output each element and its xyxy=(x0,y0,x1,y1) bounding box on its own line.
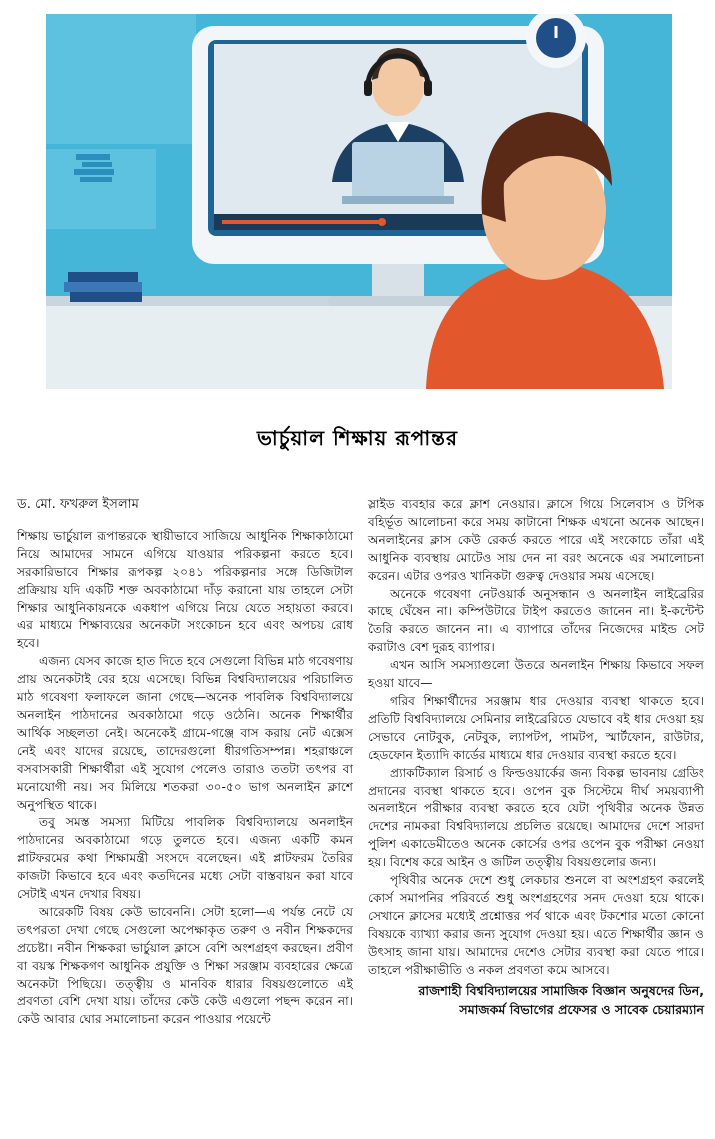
headline: ভার্চুয়াল শিক্ষায় রূপান্তর xyxy=(257,426,458,450)
paragraph: অনেকে গবেষণা নেটওয়ার্ক অনুসন্ধান ও অনলাইন লাইব্রেরির কাছে ঘেঁষেন না। কম্পিউটারে টাইপ করতেও জানেন না। ই-কন্টেন্ট তৈরি করতে জানেন না। এ ব্যাপারে তাঁদের নিজেদের মাইন্ড সেট করাটাও বেশ দুরূহ ব্যাপার। xyxy=(368,586,704,655)
signature-line: রাজশাহী বিশ্ববিদ্যালয়ের সামাজিক বিজ্ঞান অনুষদের ডিন, xyxy=(418,983,704,999)
paragraph: এখন আসি সমস্যাগুলো উতরে অনলাইন শিক্ষায় কিভাবে সফল হওয়া যাবে— xyxy=(368,658,704,691)
paragraph: আরেকটি বিষয় কেউ ভাবেননি। সেটা হলো—এ পর্যন্ত নেটে যে তৎপরতা দেখা গেছে সেগুলো অপেক্ষাকৃত তরুণ ও নবীন শিক্ষকদের প্রচেষ্টা। নবীন শিক্ষকরা ভার্চুয়াল ক্লাসে বেশি অংশগ্রহণ করছেন। প্রবীণ বা বয়স্ক শিক্ষকগণ আধুনিক প্রযুক্তি ও শিক্ষা সরঞ্জাম ব্যবহারের ক্ষেত্রে অনেকটা পিছিয়ে। তত্ত্বীয় ও মানবিক ধারার বিষয়গুলোতে এই প্রবণতা বেশি দেখা যায়। তাঁদের কেউ কেউ এগুলো পছন্দ করেন না। কেউ আবার ঘোর সমালোচনা করেন পাওয়ার পয়েন্টে xyxy=(17,904,353,1027)
paragraph: তবু সমস্ত সমস্যা মিটিয়ে পাবলিক বিশ্ববিদ্যালয়ে অনলাইন পাঠদানের অবকাঠামো গড়ে তুলতে হবে। এজন্য একটি কমন প্লাটফরমের কথা শিক্ষামন্ত্রী সংসদে বলেছেন। এই প্লাটফরম তৈরির কাজটা কিভাবে হবে এবং কতদিনের মধ্যে সেটা বাস্তবায়ন করা যাবে সেটাই এখন দেখার বিষয়। xyxy=(17,815,353,902)
signature-line: সমাজকর্ম বিভাগের প্রফেসর ও সাবেক চেয়ারম্যান xyxy=(459,1002,704,1018)
paragraph: পৃথিবীর অনেক দেশে শুধু লেকচার শুনলে বা অংশগ্রহণ করলেই কোর্স সমাপনির পরিবর্তে শুধু অংশগ্রহণের সনদ দেওয়া হয়ে থাকে। সেখানে ক্লাসের মধ্যেই প্রশ্নোত্তর পর্ব থাকে এবং টকশোর মতো কোনো বিষয়কে ব্যাখ্যা করার জন্য সুযোগ দেওয়া হয়। এতে শিক্ষার্থীর জ্ঞান ও উৎসাহ জানা যায়। আমাদের দেশেও সেটার ব্যবস্থা করা যেতে পারে। তাহলে পরীক্ষাভীতি ও নকল প্রবণতা কমে আসবে। xyxy=(368,873,704,977)
online-class-illustration xyxy=(46,14,672,389)
paragraph: স্লাইড ব্যবহার করে ক্লাশ নেওয়ার। ক্লাসে গিয়ে সিলেবাস ও টপিক বহির্ভূত আলোচনা করে সময় কাটানো শিক্ষক এখনো অনেক আছেন। অনলাইনের ক্লাস কেউ রেকর্ড করতে পারে এই সংকোচে তাঁরা এই আধুনিক ব্যবস্থায় মোটেও সায় দেন না বরং অনেকে এর সমালোচনা করেন। এটার ওপরও খানিকটা গুরুত্ব দেওয়ার সময় এসেছে। xyxy=(368,497,704,583)
author-signature xyxy=(368,981,704,1019)
paragraph: গরিব শিক্ষার্থীদের সরঞ্জাম ধার দেওয়ার ব্যবস্থা থাকতে হবে। প্রতিটি বিশ্ববিদ্যালয়ে সেমিনার লাইব্রেরিতে যেভাবে বই ধার দেওয়া হয় সেভাবে নোটবুক, নেটবুক, ল্যাপটপ, পামটপ, স্মার্টফোন, রাউটার, হেডফোন ইত্যাদি কার্ডের মাধ্যমে ধার দেওয়ার ব্যবস্থা করতে হবে। xyxy=(368,693,704,762)
paragraph: শিক্ষায় ভার্চুয়াল রূপান্তরকে স্থায়ীভাবে সাজিয়ে আধুনিক শিক্ষাকাঠামো নিয়ে আমাদের সামনে এগিয়ে যাওয়ার পরিকল্পনা করতে হবে। সরকারিভাবে শিক্ষার রূপকল্প ২০৪১ পরিকল্পনার সঙ্গে ডিজিটাল প্রক্রিয়ায় যদি একটি শক্ত অবকাঠামো দাঁড় করানো যায় তাহলে সেটা শিক্ষার আধুনিকায়নকে একধাপ এগিয়ে নিয়ে যেতে সহায়তা করবে। এর মাধ্যমে শিক্ষাব্যয়ের অনেকটা সংকোচন হবে এবং অপচয় রোধ হবে। xyxy=(17,528,353,651)
paragraph: এজন্য যেসব কাজে হাত দিতে হবে সেগুলো বিভিন্ন মাঠ গবেষণায় প্রায় অনেকটাই বের হয়ে এসেছে। বিভিন্ন বিশ্ববিদ্যালয়ের পরিচালিত মাঠ গবেষণা ফলাফলে জানা গেছে—অনেক পাবলিক বিশ্ববিদ্যালয়ে অনলাইন পাঠদানের অবকাঠামো গড়ে ওঠেনি। অনেক শিক্ষার্থীর আর্থিক সচ্ছলতা নেই। অনেকেই গ্রামে-গঞ্জে বাস করায় নেট এক্সেস নেই এবং যাদের রয়েছে, তাদেরগুলো ধীরগতিসম্পন্ন। শহরাঞ্চলে বসবাসকারী শিক্ষার্থীরা এই সুযোগ পেলেও তারাও ততটা তৎপর বা মনোযোগী নয়। সব মিলিয়ে শতকরা ৩০-৫০ ভাগ অনলাইন ক্লাশে অনুপস্থিত থাকে। xyxy=(17,654,354,812)
article-column-right xyxy=(368,496,704,1019)
paragraph: প্র্যাকটিক্যাল রিসার্চ ও ফিল্ডওয়ার্কের জন্য বিকল্প ভাবনায় গ্রেডিং প্রদানের ব্যবস্থা থাকতে হবে। ওপেন বুক সিস্টেমে দীর্ঘ সময়ব্যাপী অনলাইনে পরীক্ষার ব্যবস্থা করতে হবে যেটা পৃথিবীর অনেক উন্নত দেশের নামকরা বিশ্ববিদ্যালয়ে প্রচলিত রয়েছে। আমাদের দেশে সারদা পুলিশ একাডেমীতেও অনেক কোর্সের ওপর ওপেন বুক পরীক্ষা নেওয়া হয়। বিশেষ করে আইন ও জটিল তত্ত্বীয় বিষয়গুলোর জন্য। xyxy=(368,765,704,870)
article-column-left xyxy=(17,496,353,1029)
byline: ড. মো. ফখরুল ইসলাম xyxy=(17,497,139,512)
